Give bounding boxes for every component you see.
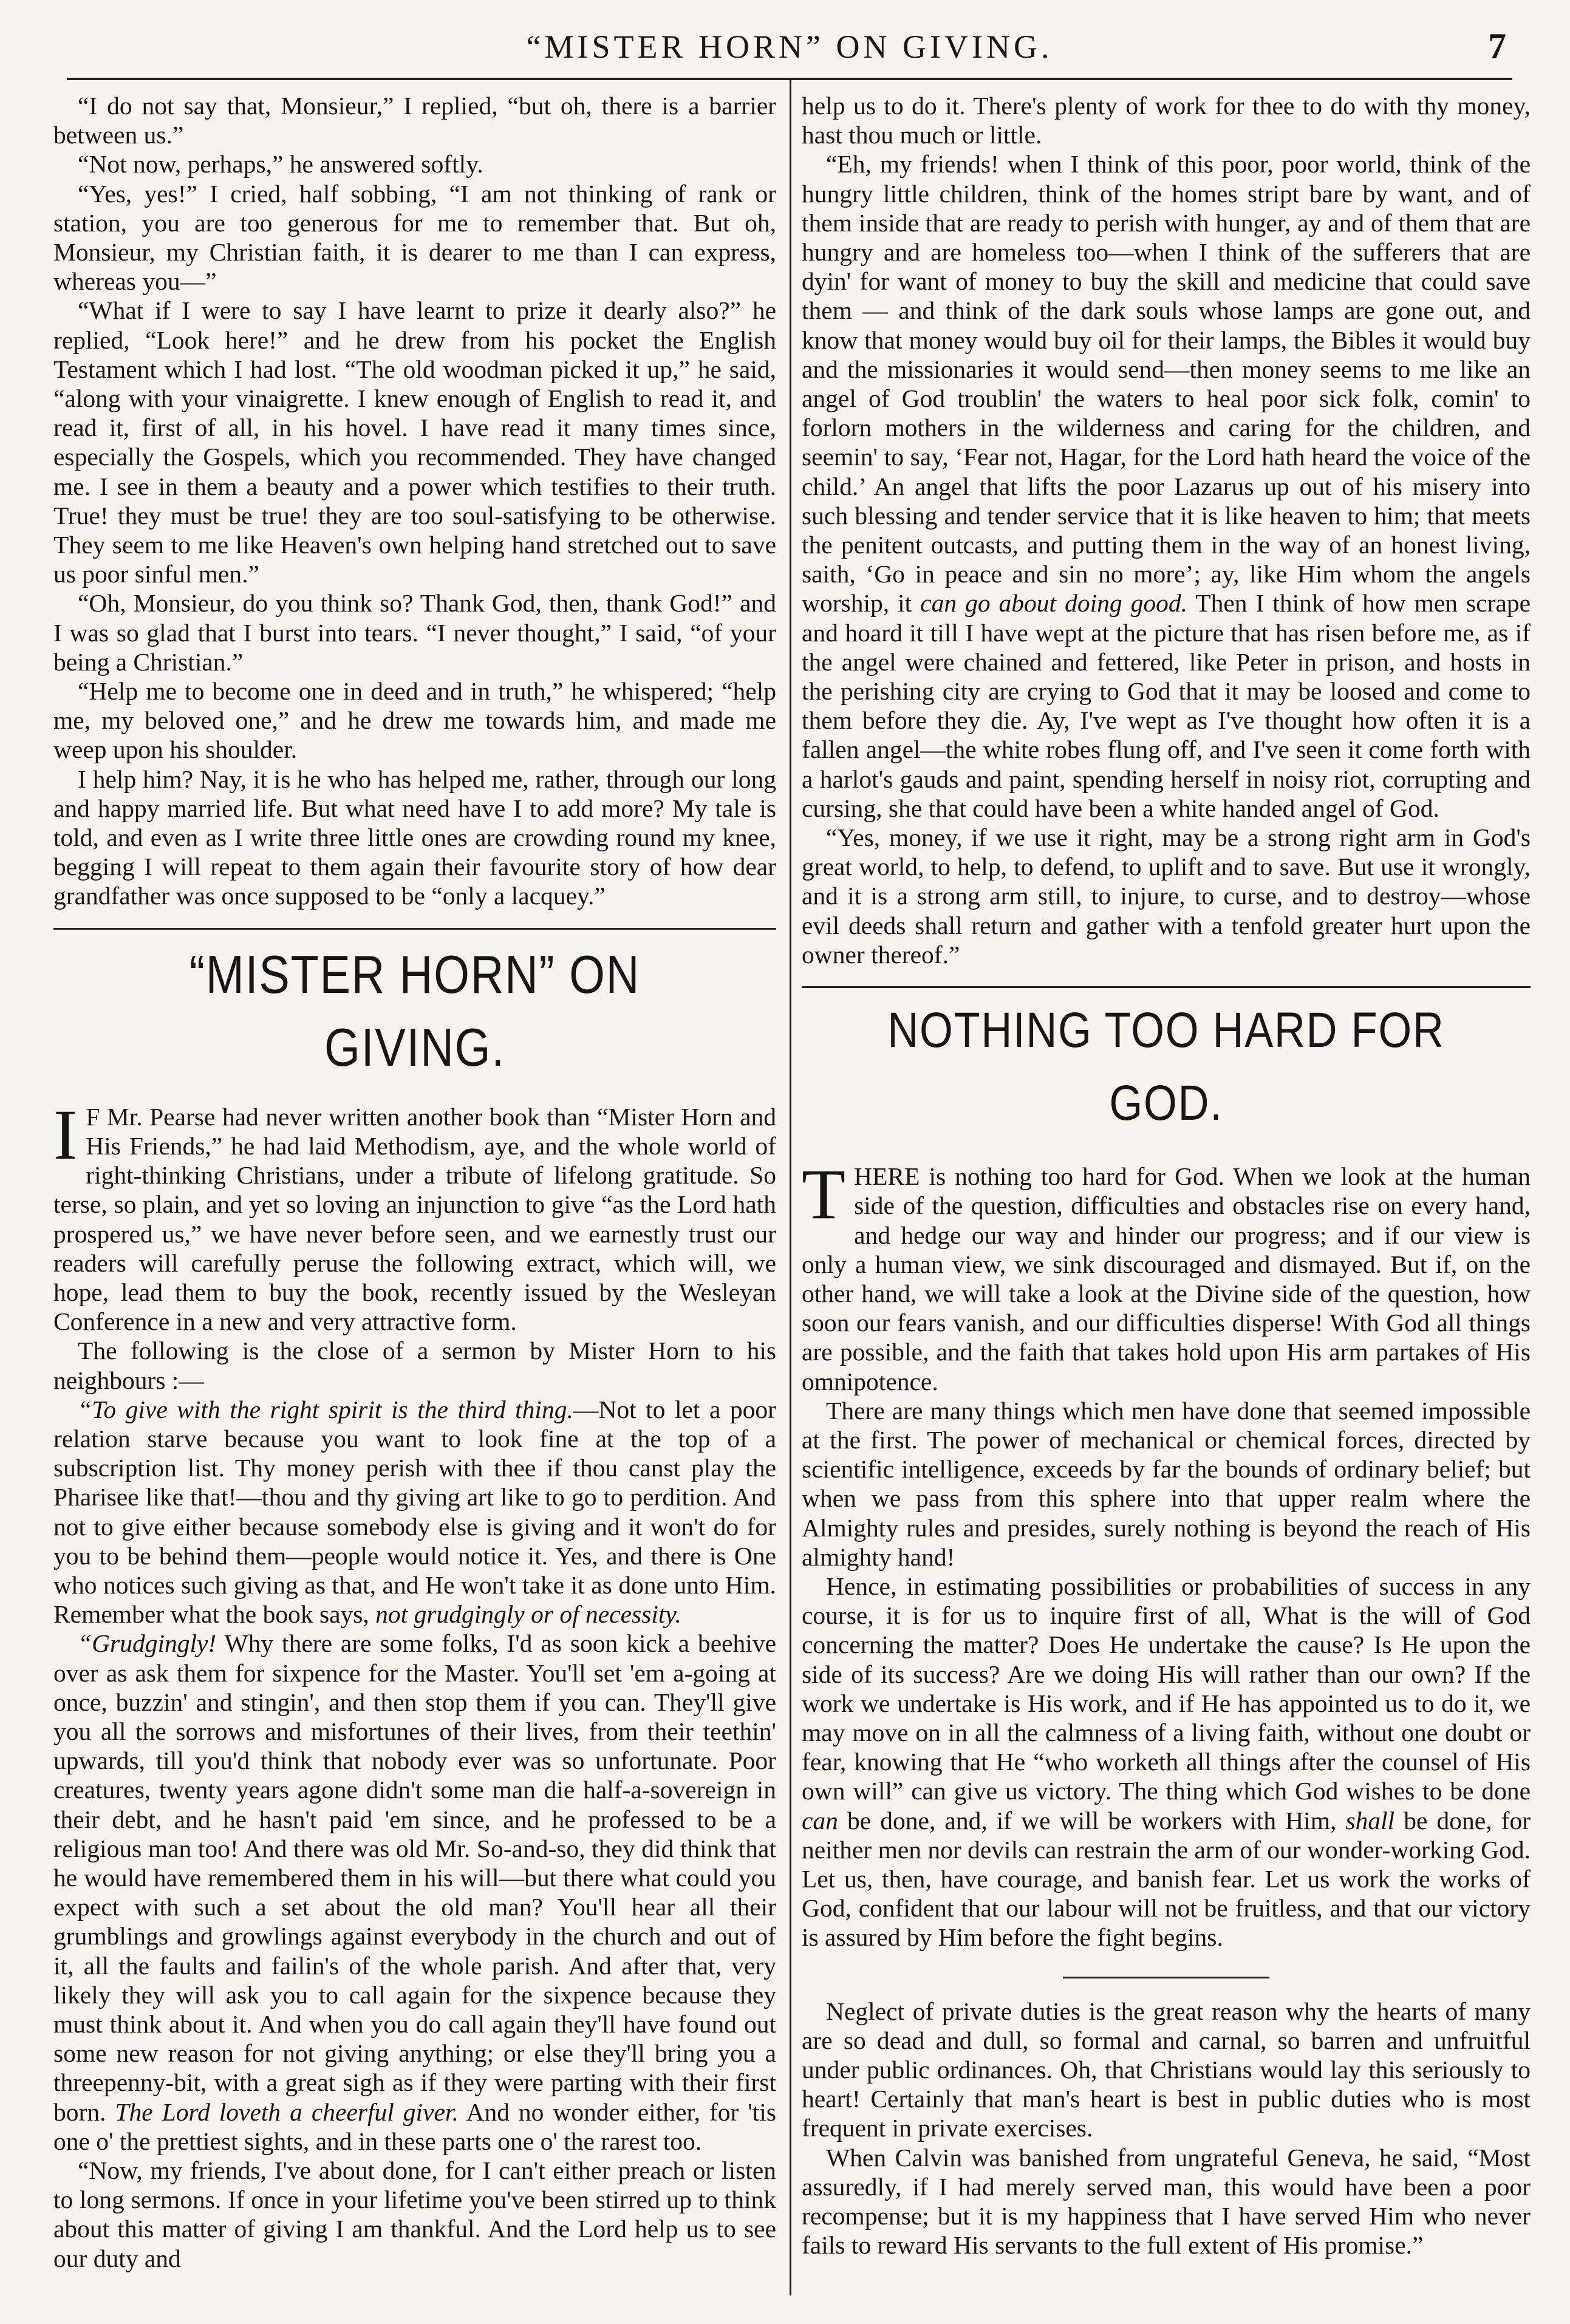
filler-paragraph: When Calvin was banished from ungrateful Geneva, he said, “Most assuredly, if I had merely served man, this would have been a poor recompense; but it is my happiness that I have served Him who never fails to reward His servants to the full extent of His promise.” <box>802 2143 1531 2260</box>
running-head <box>67 17 1512 80</box>
article-title-nothing-too-hard: NOTHING TOO HARD FOR GOD. <box>887 1003 1445 1131</box>
story-paragraph: “Help me to become one in deed and in truth,” he whispered; “help me, my beloved one,” and he drew me towards him, and made me weep upon his shoulder. <box>53 677 776 764</box>
filler-paragraph: Neglect of private duties is the great reason why the hearts of many are so dead and dull, so formal and carnal, so barren and unfruitful under public ordinances. Oh, that Christians would lay this seriously to heart! Certainly that man's heart is best in public duties who is most frequent in private exercises. <box>802 1997 1531 2142</box>
section-divider <box>802 986 1531 988</box>
story-paragraph: “What if I were to say I have learnt to prize it dearly also?” he replied, “Look here!” and he drew from his pocket the English Testament which I had lost. “The old woodman picked it up,” he said, “along with your vinaigrette. I knew enough of English to read it, and read it, first of all, in his hovel. I have read it many times since, especially the Gospels, which you recommended. They have changed me. I see in them a beauty and a power which testifies to their truth. True! they must be true! they are too soul-satisfying to be otherwise. They seem to me like Heaven's own helping hand stretched out to save us poor sinful men.” <box>53 296 776 588</box>
article-paragraph: “Grudgingly! Why there are some folks, I'd as soon kick a beehive over as ask them for sixpence for the Master. You'll set 'em a-going at once, buzzin' and stingin', and then stop them if you can. They'll give you all the sorrows and misfortunes of their lives, from their teethin' upwards, till you'd think that nobody ever was so unfortunate. Poor creatures, twenty years agone didn't some man die half-a-sovereign in their debt, and he hasn't paid 'em since, and he professed to be a religious man too! And there was old Mr. So-and-so, they did think that he would have remembered them in his will—but there what could you expect with such a set about the old man? You'll hear all their grumblings and growlings against everybody in the church and out of it, all the faults and failin's of the whole parish. And after that, very likely they will ask you to call again for the sixpence because they must think about it. And when you do call again they'll have found out some new reason for not giving anything; or else they'll bring you a threepenny-bit, with a great sigh as if they were parting with their first born. The Lord loveth a cheerful giver. And no wonder either, for 'tis one o' the prettiest sights, and in these parts one o' the rarest too. <box>53 1629 776 2155</box>
drop-cap: I <box>53 1094 78 1174</box>
article-intro: THERE is nothing too hard for God. When we look at the human side of the question, difficulties and obstacles rise on every hand, and hedge our way and hinder our progress; and if our view is only a human view, we sink discouraged and dismayed. But if, on the other hand, we will take a look at the Divine side of the question, how soon our fears vanish, and our difficulties disperse! With God all things are possible, and the faith that takes hold upon His arm partakes of His omnipotence. <box>802 1154 1531 1395</box>
running-title: “MISTER HORN” ON GIVING. <box>526 29 1053 65</box>
article-paragraph: “Eh, my friends! when I think of this poor, poor world, think of the hungry little children, think of the homes stript bare by want, and of them inside that are ready to perish with hunger, ay and of them that are hungry and are homeless too—when I think of the sufferers that are dyin' for want of money to buy the skill and medicine that could save them — and think of the dark souls whose lamps are gone out, and know that money would buy oil for their lamps, the Bibles it would buy and the missionaries it would send—then money seems to me like an angel of God troublin' the waters to heal poor sick folk, comin' to forlorn mothers in the wilderness and caring for the children, and seemin' to say, ‘Fear not, Hagar, for the Lord hath heard the voice of the child.’ An angel that lifts the poor Lazarus up out of his misery into such blessing and tender service that it is like heaven to him; that meets the penitent outcasts, and putting them in the way of an honest living, saith, ‘Go in peace and sin no more’; ay, like Him whom the angels worship, it can go about doing good. Then I think of how men scrape and hoard it till I have wept at the picture that has risen before me, as if the angel were chained and fettered, like Peter in prison, and hosts in the perishing city are crying to God that it may be loosed and come to them before they die. Ay, I've wept as I've thought how often it is a fallen angel—the white robes flung off, and I've seen it come forth with a harlot's gauds and paint, spending herself in noisy riot, corrupting and cursing, she that could have been a white handed angel of God. <box>802 150 1531 822</box>
story-paragraph: “Oh, Monsieur, do you think so? Thank God, then, thank God!” and I was so glad that I burst into tears. “I never thought,” I said, “of your being a Christian.” <box>53 589 776 676</box>
left-column <box>53 91 776 2273</box>
story-paragraph: “Yes, yes!” I cried, half sobbing, “I am not thinking of rank or station, you are too generous for me to remember that. But oh, Monsieur, my Christian faith, it is dearer to me than I can express, whereas you—” <box>53 179 776 296</box>
story-paragraph: I help him? Nay, it is he who has helped me, rather, through our long and happy married life. But what need have I to add more? My tale is told, and even as I write three little ones are crowding round my knee, begging I will repeat to them again their favourite story of how dear grandfather was once supposed to be “only a lacquey.” <box>53 765 776 910</box>
article-paragraph: “Now, my friends, I've about done, for I can't either preach or listen to long sermons. If once in your lifetime you've been stirred up to think about this matter of giving I am thankful. And the Lord help us to see our duty and <box>53 2156 776 2272</box>
article-paragraph: “To give with the right spirit is the third thing.—Not to let a poor relation starve because you want to look fine at the top of a subscription list. Thy money perish with thee if thou canst play the Pharisee like that!—thou and thy giving art like to go to perdition. And not to give either because somebody else is giving and it won't do for you to be behind them—people would notice it. Yes, and there is One who notices such giving as that, and He won't take it as done unto Him. Remember what the book says, not grudgingly or of necessity. <box>53 1395 776 1629</box>
right-column <box>802 91 1531 2260</box>
story-paragraph: “I do not say that, Monsieur,” I replied, “but oh, there is a barrier between us.” <box>53 92 776 149</box>
short-divider <box>1063 1977 1269 1978</box>
article-title-mister-horn: “MISTER HORN” ON GIVING. <box>189 944 641 1077</box>
page-number: 7 <box>1488 26 1506 66</box>
section-divider <box>53 928 776 930</box>
article-paragraph: help us to do it. There's plenty of work for thee to do with thy money, hast thou much or little. <box>802 92 1531 149</box>
article-paragraph: “Yes, money, if we use it right, may be a strong right arm in God's great world, to help, to defend, to uplift and to save. But use it wrongly, and it is a strong arm still, to injure, to curse, and to destroy—whose evil deeds shall return and gather with a tenfold greater hurt upon the owner thereof.” <box>802 823 1531 969</box>
column-divider <box>790 79 791 2295</box>
drop-cap: T <box>802 1154 846 1235</box>
story-paragraph: “Not now, perhaps,” he answered softly. <box>78 150 483 179</box>
article-paragraph: Hence, in estimating possibilities or probabilities of success in any course, it is for us to inquire first of all, What is the will of God concerning the matter? Does He undertake the cause? Is He upon the side of its success? Are we doing His will rather than our own? If the work we undertake is His work, and if He has appointed us to do it, we may move on in all the calmness of a living faith, without one doubt or fear, knowing that He “who worketh all things after the counsel of His own will” can give us victory. The thing which God wishes to be done can be done, and, if we will be workers with Him, shall be done, for neither men nor devils can restrain the arm of our wonder-working God. Let us, then, have courage, and banish fear. Let us work the works of God, confident that our labour will not be fruitless, and that our victory is assured by Him before the fight begins. <box>802 1572 1531 1952</box>
article-intro: I F Mr. Pearse had never written another book than “Mister Horn and His Friends,” he had laid Methodism, aye, and the whole world of right-thinking Christians, under a tribute of lifelong gratitude. So terse, so plain, and yet so loving an injunction to give “as the Lord hath prospered us,” we have never before seen, and we earnestly trust our readers will carefully peruse the following extract, which will, we hope, lead them to buy the book, recently issued by the Wesleyan Conference in a new and very attractive form. <box>53 1094 776 1336</box>
article-paragraph: There are many things which men have done that seemed impossible at the first. The power of mechanical or chemical forces, directed by scientific intelligence, exceeds by far the bounds of ordinary belief; but when we pass from this sphere into that upper realm where the Almighty rules and presides, surely nothing is beyond the reach of His almighty hand! <box>802 1396 1531 1571</box>
article-paragraph: The following is the close of a sermon by Mister Horn to his neighbours :— <box>53 1337 776 1394</box>
